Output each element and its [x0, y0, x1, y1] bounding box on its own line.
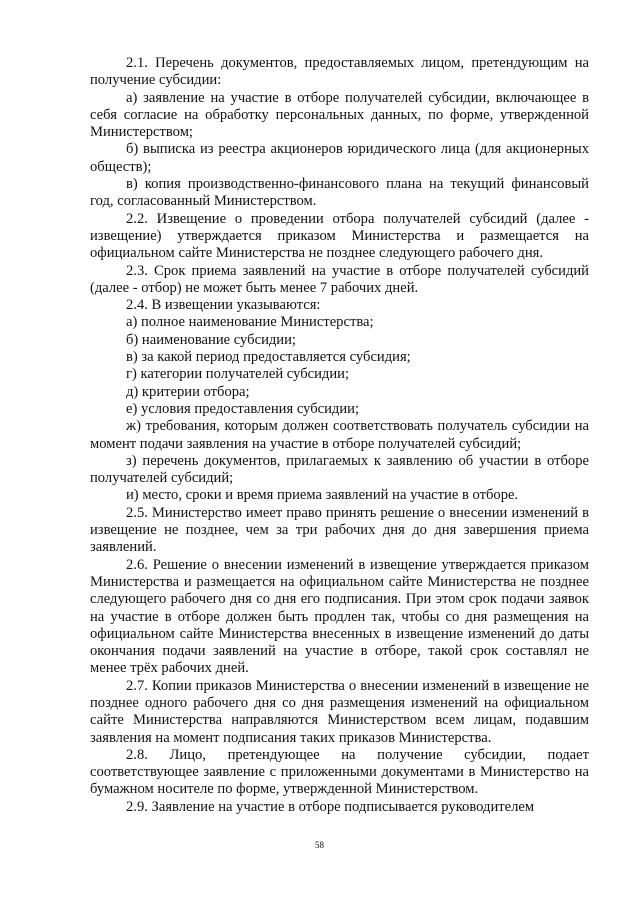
- paragraph-2-7: 2.7. Копии приказов Министерства о внесении изменений в извещение не позднее одного рабочего дня со дня размещения изменений на официальном сайте Министерства направляются Министерством всем лицам, подавшим заявления на момент подписания таких приказов Министерства.: [90, 677, 589, 746]
- list-item-a: а) полное наименование Министерства;: [126, 314, 374, 331]
- list-item-b: б) наименование субсидии;: [126, 331, 296, 348]
- paragraph-2-5: 2.5. Министерство имеет право принять решение о внесении изменений в извещение не позднее, чем за три рабочих дня до дня завершения приема заявлений.: [90, 504, 589, 556]
- paragraph-2-9: 2.9. Заявление на участие в отборе подписывается руководителем: [126, 798, 535, 815]
- paragraph-2-1-b: б) выписка из реестра акционеров юридического лица (для акционерных обществ);: [90, 141, 589, 175]
- paragraph-2-1: 2.1. Перечень документов, предоставляемых лицом, претендующим на получение субсидии:: [90, 55, 589, 89]
- paragraph-2-6: 2.6. Решение о внесении изменений в извещение утверждается приказом Министерства и размещается на официальном сайте Министерства не позднее следующего рабочего дня со дня его подписания. При этом срок подачи заявок на участие в отборе должен быть продлен так, чтобы со дня размещения на официальном сайте Министерства внесенных в извещение изменений до даты окончания подачи заявлений на участие в отборе, такой срок составлял не менее трёх рабочих дней.: [90, 556, 589, 677]
- paragraph-2-4: 2.4. В извещении указываются:: [126, 297, 321, 314]
- paragraph-2-1-a: а) заявление на участие в отборе получателей субсидии, включающее в себя согласие на обработку персональных данных, по форме, утвержденной Министерством;: [90, 89, 589, 141]
- list-item-i: и) место, сроки и время приема заявлений на участие в отборе.: [126, 487, 519, 504]
- paragraph-2-3: 2.3. Срок приема заявлений на участие в отборе получателей субсидий (далее - отбор) не может быть менее 7 рабочих дней.: [90, 262, 589, 296]
- list-item-v: в) за какой период предоставляется субсидия;: [126, 349, 411, 366]
- page-number: 58: [315, 840, 324, 850]
- list-item-zh: ж) требования, которым должен соответствовать получатель субсидии на момент подачи заявления на участие в отборе получателей субсидий;: [90, 418, 589, 452]
- list-item-g: г) категории получателей субсидии;: [126, 366, 350, 383]
- list-item-e: е) условия предоставления субсидии;: [126, 400, 360, 417]
- paragraph-2-8: 2.8. Лицо, претендующее на получение субсидии, подает соответствующее заявление с приложенными документами в Министерство на бумажном носителе по форме, утвержденной Министерством.: [90, 746, 589, 798]
- document-body: [90, 55, 589, 816]
- list-item-d: д) критерии отбора;: [126, 383, 250, 400]
- paragraph-2-1-v: в) копия производственно-финансового плана на текущий финансовый год, согласованный Министерством.: [90, 176, 589, 210]
- list-item-z: з) перечень документов, прилагаемых к заявлению об участии в отборе получателей субсидий;: [90, 452, 589, 487]
- paragraph-2-2: 2.2. Извещение о проведении отбора получателей субсидий (далее - извещение) утверждается приказом Министерства и размещается на официальном сайте Министерства не позднее следующего рабочего дня.: [90, 210, 589, 262]
